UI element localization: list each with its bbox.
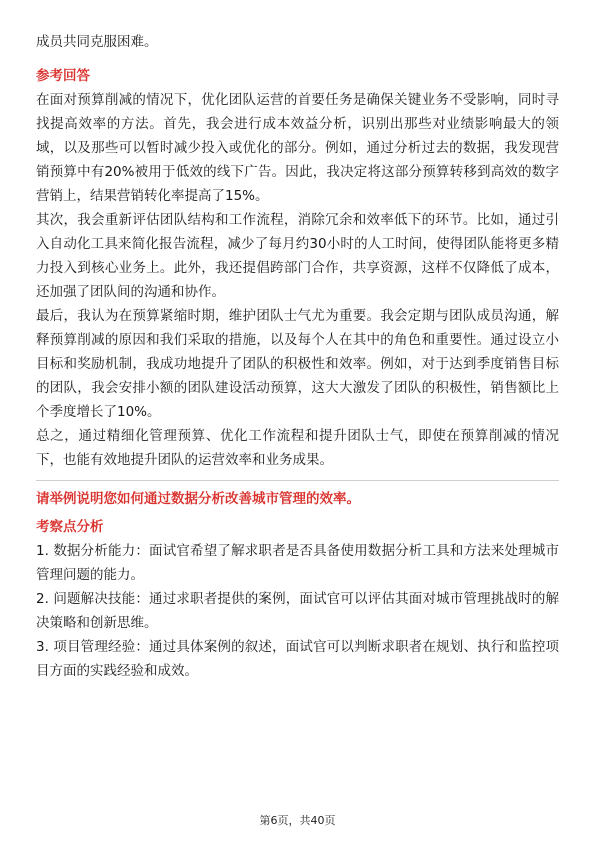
- page-content: [36, 30, 559, 683]
- section-divider: [36, 480, 559, 481]
- answer-paragraph: 最后，我认为在预算紧缩时期，维护团队士气尤为重要。我会定期与团队成员沟通，解释预算削减的原因和我们采取的措施，以及每个人在其中的角色和重要性。通过设立小目标和奖励机制，我成功地提升了团队的积极性和效率。例如，对于达到季度销售目标的团队，我会安排小额的团队建设活动预算，这大大激发了团队的积极性，销售额比上个季度增长了10%。: [36, 308, 559, 420]
- answer-paragraph: 在面对预算削减的情况下，优化团队运营的首要任务是确保关键业务不受影响，同时寻找提高效率的方法。首先，我会进行成本效益分析，识别出那些对业绩影响最大的领域，以及那些可以暂时减少投入或优化的部分。例如，通过分析过去的数据，我发现营销预算中有20%被用于低效的线下广告。因此，我决定将这部分预算转移到高效的数字营销上，结果营销转化率提高了15%。: [36, 92, 559, 204]
- intro-tail-text: 成员共同克服困难。: [36, 34, 158, 50]
- answer-paragraph: 总之，通过精细化管理预算、优化工作流程和提升团队士气，即使在预算削减的情况下，也能有效地提升团队的运营效率和业务成果。: [36, 428, 559, 468]
- analysis-point: 1. 数据分析能力：面试官希望了解求职者是否具备使用数据分析工具和方法来处理城市管理问题的能力。: [36, 543, 559, 583]
- answer-paragraph: 其次，我会重新评估团队结构和工作流程，消除冗余和效率低下的环节。比如，通过引入自动化工具来简化报告流程，减少了每月约30小时的人工时间，使得团队能将更多精力投入到核心业务上。此外，我还提倡跨部门合作，共享资源，这样不仅降低了成本，还加强了团队间的沟通和协作。: [36, 212, 559, 300]
- analysis-point: 2. 问题解决技能：通过求职者提供的案例，面试官可以评估其面对城市管理挑战时的解决策略和创新思维。: [36, 591, 559, 631]
- reference-answer-heading: 参考回答: [36, 68, 90, 84]
- analysis-point: 3. 项目管理经验：通过具体案例的叙述，面试官可以判断求职者在规划、执行和监控项目方面的实践经验和成效。: [36, 639, 559, 679]
- analysis-heading: 考察点分析: [36, 519, 104, 535]
- page-number-footer: 第6页，共40页: [259, 814, 336, 827]
- question-title: 请举例说明您如何通过数据分析改善城市管理的效率。: [36, 491, 360, 507]
